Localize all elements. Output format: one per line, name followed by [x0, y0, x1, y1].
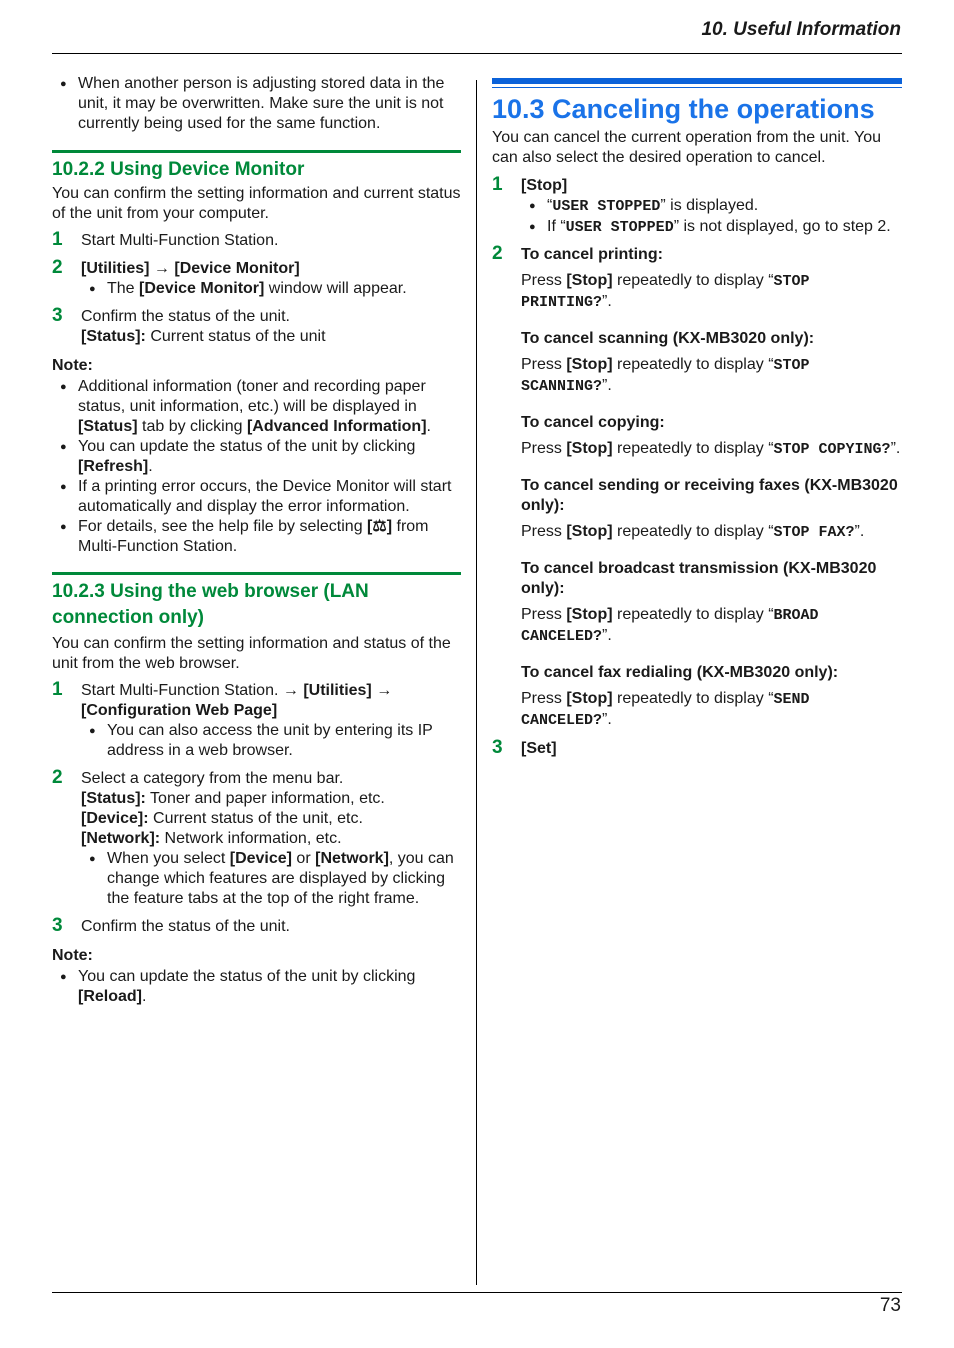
cancel-instruction: Press [Stop] repeatedly to display “SEND CANCELED?”.: [521, 690, 810, 729]
step-1: 1 Start Multi-Function Station. → [Utilities] → [Configuration Web Page] ● You can also access the unit by entering its IP address in a web browser.: [52, 681, 461, 761]
step-3: [52, 307, 461, 347]
step-text: Confirm the status of the unit.: [81, 918, 290, 935]
step-number: 1: [492, 174, 503, 195]
category-line: [Device]: Current status of the unit, etc.: [81, 810, 363, 827]
arrow-icon: →: [282, 682, 299, 699]
step-3: [52, 917, 461, 937]
cancel-heading: To cancel copying:: [521, 414, 665, 431]
step-number: 1: [52, 229, 63, 250]
step-bullet: ● The [Device Monitor] window will appear.: [81, 279, 461, 299]
step-1: [52, 231, 461, 251]
note-bullet: ● Additional information (toner and recording paper status, unit information, etc.) will be displayed in [Status] tab by clicking [Advanced Information].: [52, 377, 461, 437]
step-bullet: ● When you select [Device] or [Network], you can change which features are displayed by clicking the feature tabs at the top of the right frame.: [81, 849, 461, 909]
key-set: [Set]: [521, 740, 557, 757]
step-text: Select a category from the menu bar.: [81, 770, 344, 787]
step-text: Confirm the status of the unit.: [81, 308, 290, 325]
step-2: [492, 245, 902, 731]
arrow-icon: →: [376, 682, 393, 699]
key-stop: [Stop]: [521, 177, 568, 194]
note-label: Note:: [52, 357, 93, 374]
left-column: [52, 74, 461, 1007]
step-1: [492, 176, 902, 238]
step-text: Start Multi-Function Station.: [81, 232, 279, 249]
note-label: Note:: [52, 947, 93, 964]
page-number: 73: [879, 1295, 901, 1316]
cancel-instruction: Press [Stop] repeatedly to display “BROAD CANCELED?”.: [521, 606, 819, 645]
cancel-heading: To cancel sending or receiving faxes (KX-MB3020 only):: [521, 477, 898, 514]
key-device-monitor: [Device Monitor]: [174, 260, 300, 277]
page-title: 10.3 Canceling the operations: [492, 87, 902, 126]
note-bullet: ● For details, see the help file by selecting [⚖] from Multi-Function Station.: [52, 517, 461, 557]
step-number: 3: [492, 737, 503, 758]
section-intro: You can cancel the current operation from the unit. You can also select the desired operation to cancel.: [492, 129, 882, 166]
cancel-heading: To cancel scanning (KX-MB3020 only):: [521, 330, 815, 347]
status-line: [Status]: Current status of the unit: [81, 328, 326, 345]
cancel-instruction: Press [Stop] repeatedly to display “STOP PRINTING?”.: [521, 272, 810, 311]
help-icon: [⚖]: [367, 518, 393, 535]
column-divider: [476, 80, 477, 1285]
header-rule: [52, 53, 902, 54]
step-number: 2: [52, 767, 63, 788]
section-bar: [492, 78, 902, 84]
cancel-heading: To cancel fax redialing (KX-MB3020 only):: [521, 664, 839, 681]
step-bullet: ● You can also access the unit by entering its IP address in a web browser.: [81, 721, 461, 761]
step-number: 2: [492, 243, 503, 264]
step-2: [52, 769, 461, 909]
category-line: [Network]: Network information, etc.: [81, 830, 342, 847]
page-header-title: 10. Useful Information: [701, 19, 901, 40]
key-utilities: [Utilities]: [81, 260, 150, 277]
cancel-instruction: Press [Stop] repeatedly to display “STOP COPYING?”.: [521, 440, 901, 458]
cancel-heading: To cancel printing:: [521, 246, 663, 263]
step-2: [52, 259, 461, 299]
note-bullet: ● If a printing error occurs, the Device Monitor will start automatically and display the error information.: [52, 477, 461, 517]
section-intro: You can confirm the setting information and status of the unit from the web browser.: [52, 635, 451, 672]
right-column: [492, 78, 902, 759]
intro-bullet: ● When another person is adjusting stored data in the unit, it may be overwritten. Make sure the unit is not currently being used for the same function.: [52, 74, 461, 134]
step-number: 3: [52, 915, 63, 936]
cancel-instruction: Press [Stop] repeatedly to display “STOP SCANNING?”.: [521, 356, 810, 395]
arrow-icon: →: [153, 260, 170, 277]
step-3: [492, 739, 902, 759]
note-bullet: ● You can update the status of the unit by clicking [Reload].: [52, 967, 461, 1007]
note-bullet: ● You can update the status of the unit by clicking [Refresh].: [52, 437, 461, 477]
section-heading-device-monitor: 10.2.2 Using Device Monitor: [52, 150, 461, 183]
step-number: 2: [52, 257, 63, 278]
step-bullet: ● “USER STOPPED” is displayed.: [521, 196, 902, 217]
step-number: 1: [52, 679, 63, 700]
category-line: [Status]: Toner and paper information, etc.: [81, 790, 385, 807]
step-bullet: ● If “USER STOPPED” is not displayed, go to step 2.: [521, 217, 902, 238]
section-heading-web-browser: 10.2.3 Using the web browser (LAN connection only): [52, 572, 461, 631]
cancel-heading: To cancel broadcast transmission (KX-MB3020 only):: [521, 560, 877, 597]
cancel-instruction: Press [Stop] repeatedly to display “STOP FAX?”.: [521, 523, 865, 541]
footer-rule: [52, 1292, 902, 1293]
section-intro: You can confirm the setting information and current status of the unit from your computer.: [52, 185, 461, 222]
step-number: 3: [52, 305, 63, 326]
